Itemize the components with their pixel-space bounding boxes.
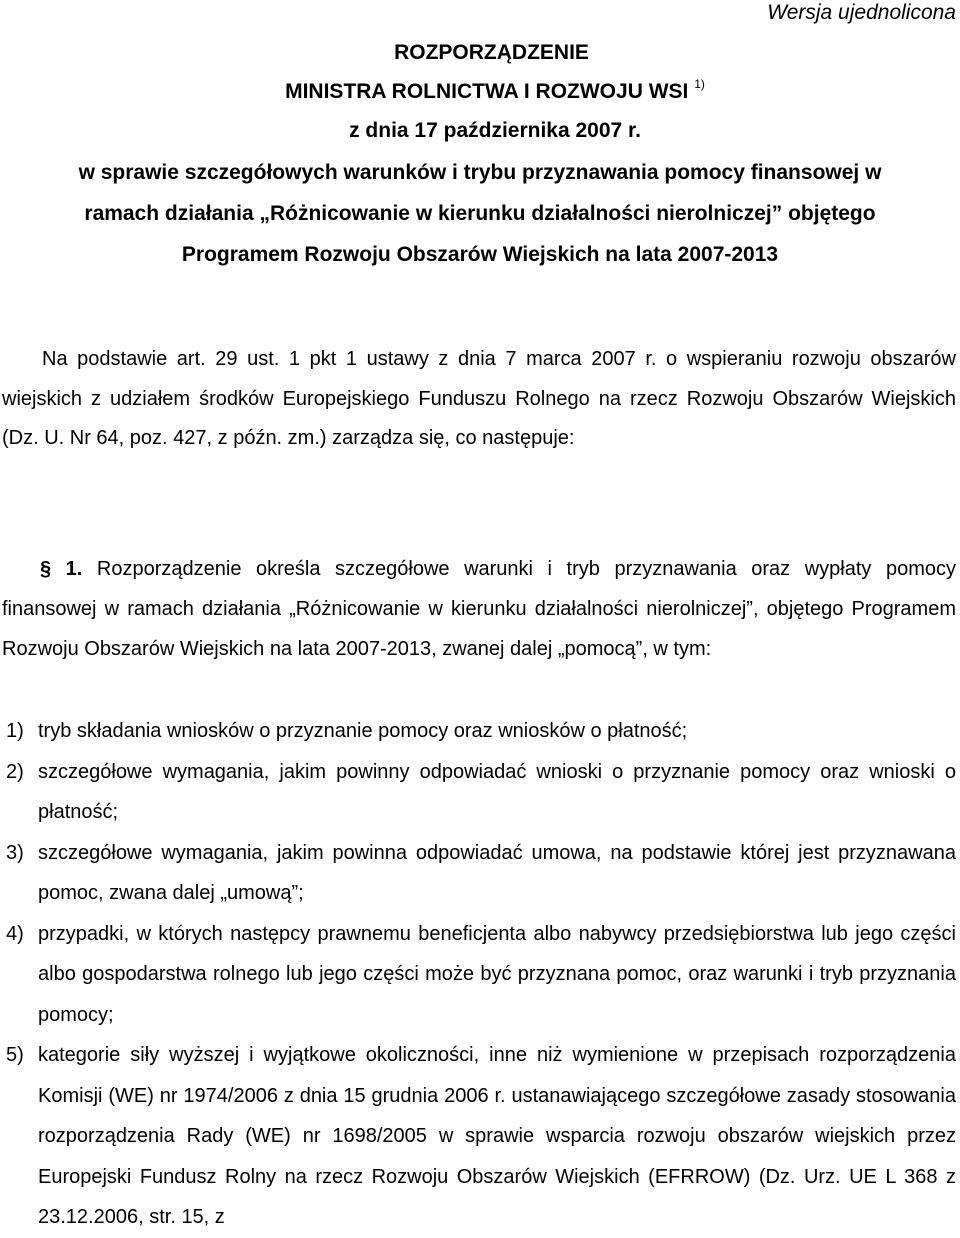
section-1 (2, 549, 956, 669)
section-text: Rozporządzenie określa szczegółowe warunki i tryb przyznawania oraz wypłaty pomocy finansowej w ramach działania „Różnicowanie w kierunku działalności nierolniczej”, objętego Programem Rozwoju Obszarów Wiejskich na lata 2007-2013, zwanej dalej „pomocą”, w tym: (2, 558, 957, 660)
list-item (2, 833, 956, 914)
title-date: z dnia 17 października 2007 r. (349, 119, 641, 142)
list-item-number: 1) (6, 720, 24, 742)
subject-line: w sprawie szczegółowych warunków i trybu przyznawania pomocy finansowej w (78, 161, 882, 184)
title-ministry (0, 72, 960, 111)
title-regulation: ROZPORZĄDZENIE (394, 41, 589, 64)
list-item-text: przypadki, w których następcy prawnemu beneficjenta albo nabywcy przedsiębiorstwa lub jego części albo gospodarstwa rolnego lub jego części może być przyznana pomoc, oraz warunki i tryb przyznania pomocy; (38, 922, 956, 1026)
section-label: § 1. (40, 558, 83, 580)
list-item (2, 711, 956, 752)
list-item-text: szczegółowe wymagania, jakim powinna odpowiadać umowa, na podstawie której jest przyznawana pomoc, zwana dalej „umową”; (38, 841, 956, 904)
list-item-number: 4) (6, 922, 24, 945)
list-item-number: 3) (6, 841, 24, 864)
list-item-number: 2) (6, 760, 24, 783)
document-title (0, 33, 960, 275)
preamble (2, 340, 956, 459)
list-item-text: tryb składania wniosków o przyznanie pomocy oraz wniosków o płatność; (38, 720, 688, 742)
section-1-list (2, 711, 956, 1238)
list-item-number: 5) (6, 1044, 24, 1066)
list-item (2, 752, 956, 833)
subject-line: Programem Rozwoju Obszarów Wiejskich na lata 2007-2013 (181, 243, 779, 266)
list-item (2, 914, 956, 1036)
footnote-reference[interactable]: 1) (694, 77, 705, 91)
version-label: Wersja ujednolicona (767, 1, 956, 24)
subject-line: ramach działania „Różnicowanie w kierunku działalności nierolniczej” objętego (84, 202, 876, 225)
title-subject (0, 152, 960, 275)
list-item (2, 1035, 956, 1238)
preamble-text: Na podstawie art. 29 ust. 1 pkt 1 ustawy z dnia 7 marca 2007 r. o wspieraniu rozwoju obszarów wiejskich z udziałem środków Europejskiego Funduszu Rolnego na rzecz Rozwoju Obszarów Wiejskich (Dz. U. Nr 64, poz. 427, z późn. zm.) zarządza się, co następuje: (2, 348, 956, 449)
list-item-text: szczegółowe wymagania, jakim powinny odpowiadać wnioski o przyznanie pomocy oraz wnioski o płatność; (38, 760, 956, 823)
list-item-text: kategorie siły wyższej i wyjątkowe okoliczności, inne niż wymienione w przepisach rozporządzenia Komisji (WE) nr 1974/2006 z dnia 15 grudnia 2006 r. ustanawiającego szczegółowe zasady stosowania rozporządzenia Rady (WE) nr 1698/2005 w sprawie wsparcia rozwoju obszarów wiejskich przez Europejski Fundusz Rolny na rzecz Rozwoju Obszarów Wiejskich (EFRROW) (Dz. Urz. UE L 368 z 23.12.2006, str. 15, z (38, 1044, 956, 1228)
title-ministry-text: MINISTRA ROLNICTWA I ROZWOJU WSI (285, 80, 689, 103)
